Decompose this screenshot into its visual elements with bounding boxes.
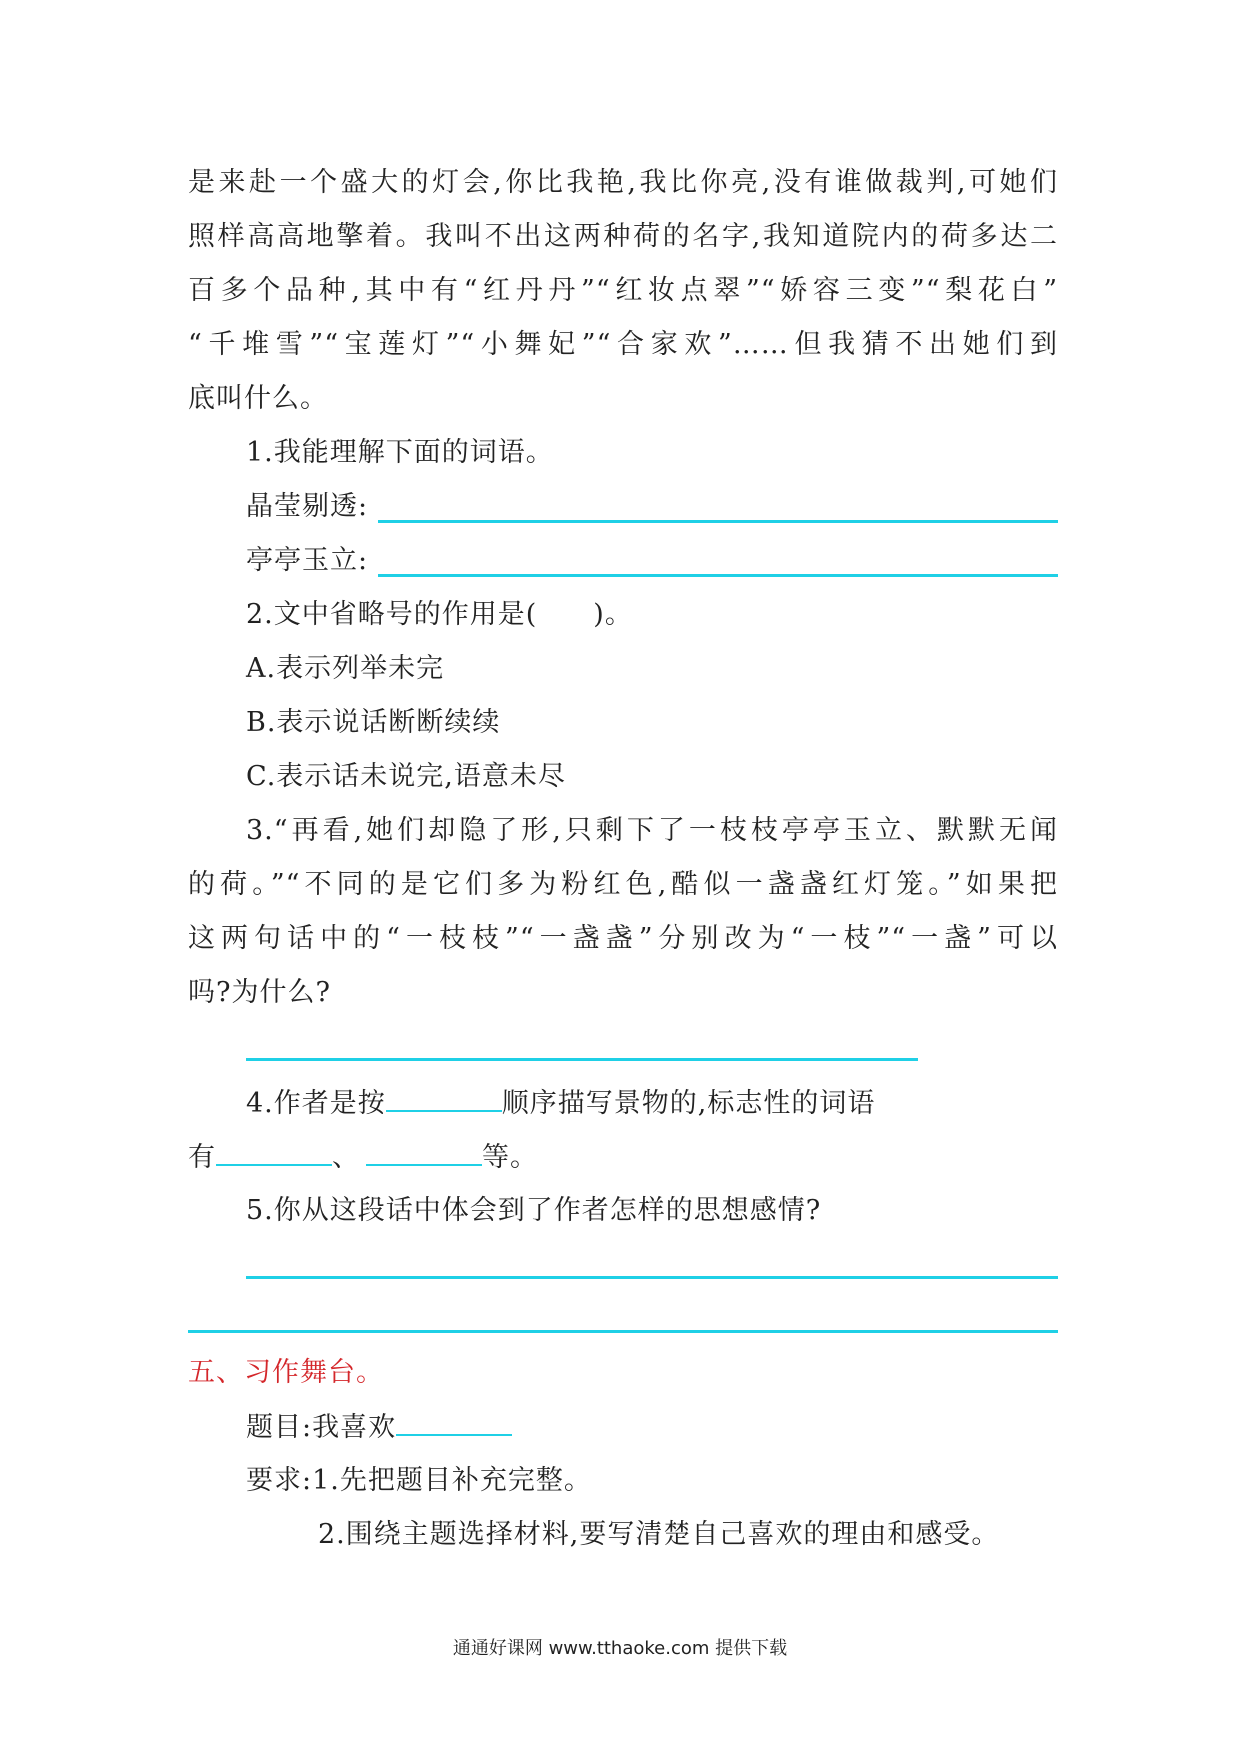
q5-answer-line-2[interactable]: [188, 1330, 1058, 1333]
requirement-1: 要求:1.先把题目补充完整。: [246, 1465, 592, 1496]
q2-option-b: B.表示说话断断续续: [246, 707, 501, 738]
q1-term-1: 晶莹剔透:: [246, 491, 369, 522]
q4-blank-1[interactable]: [386, 1084, 502, 1112]
q3-line-2: 的荷。”“不同的是它们多为粉红色,酷似一盏盏红灯笼。”如果把: [188, 869, 1058, 900]
q3-line-1: 3.“再看,她们却隐了形,只剩下了一枝枝亭亭玉立、默默无闻: [246, 815, 1058, 846]
q4-text-4: 、: [332, 1142, 360, 1173]
q4-blank-2[interactable]: [216, 1138, 332, 1166]
q3-line-3: 这两句话中的“一枝枝”“一盏盏”分别改为“一枝”“一盏”可以: [188, 923, 1058, 954]
passage-line-1: 是来赴一个盛大的灯会,你比我艳,我比你亮,没有谁做裁判,可她们: [188, 167, 1058, 198]
q4-line-2: [188, 1138, 538, 1177]
q1-answer-line-1[interactable]: [378, 520, 1058, 523]
topic-line: [246, 1408, 512, 1447]
passage-line-3: 百多个品种,其中有“红丹丹”“红妆点翠”“娇容三变”“梨花白”: [188, 275, 1058, 306]
q4-blank-3[interactable]: [366, 1138, 482, 1166]
q3-line-4: 吗?为什么?: [188, 977, 331, 1008]
q2-option-c: C.表示话未说完,语意未尽: [246, 761, 566, 792]
q4-text-2: 顺序描写景物的,标志性的词语: [501, 1088, 876, 1119]
q3-answer-line[interactable]: [246, 1058, 918, 1061]
q5-answer-line-1[interactable]: [246, 1276, 1058, 1279]
q2-option-a: A.表示列举未完: [246, 653, 445, 684]
footer-credit: 通通好课网 www.tthaoke.com 提供下载: [452, 1638, 788, 1659]
topic-label: 题目:我喜欢: [246, 1412, 397, 1443]
passage-line-2: 照样高高地擎着。我叫不出这两种荷的名字,我知道院内的荷多达二: [188, 221, 1058, 252]
section-5-heading: 五、习作舞台。: [188, 1357, 384, 1388]
q1-answer-line-2[interactable]: [378, 574, 1058, 577]
q4-line-1: [246, 1084, 875, 1123]
passage-line-5: 底叫什么。: [188, 383, 328, 414]
q4-text-3: 有: [188, 1142, 216, 1173]
q2-prompt: 2.文中省略号的作用是( )。: [246, 599, 633, 630]
q4-text-1: 4.作者是按: [246, 1088, 386, 1119]
q1-term-2: 亭亭玉立:: [246, 545, 369, 576]
q1-prompt: 1.我能理解下面的词语。: [246, 437, 554, 468]
topic-blank[interactable]: [396, 1408, 512, 1436]
requirement-2: 2.围绕主题选择材料,要写清楚自己喜欢的理由和感受。: [318, 1519, 1000, 1550]
passage-line-4: “千堆雪”“宝莲灯”“小舞妃”“合家欢”……但我猜不出她们到: [188, 329, 1058, 360]
q5-prompt: 5.你从这段话中体会到了作者怎样的思想感情?: [246, 1195, 822, 1226]
q4-text-5: 等。: [482, 1142, 538, 1173]
